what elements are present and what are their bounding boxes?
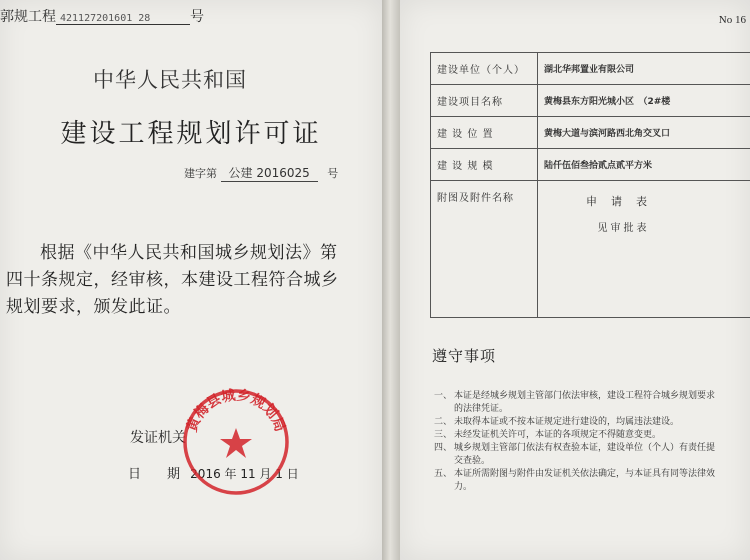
date-label-1: 日 [128,467,142,482]
permit-number [184,164,338,182]
row-value: 黄梅县东方阳光城小区 （2#楼 [538,85,750,117]
date-label-2: 期 [167,467,181,482]
rule-item: 五、 本证所需附图与附件由发证机关依法确定，与本证具有同等法律效 [434,469,716,479]
permit-details-table [430,52,750,318]
row-label: 建设单位（个人） [431,53,538,85]
page-number: No 16 [718,14,746,26]
attachments-row [431,181,750,318]
serial-number: 421127201601 28 [56,13,190,25]
row-value: 陆仟伍佰叁拾贰点贰平方米 [538,149,750,181]
notice-title: 遵守事项 [432,347,497,365]
table-row [431,149,750,181]
body-line: 规划要求，颁发此证。 [6,297,181,317]
serial-suffix: 号 [190,9,204,25]
rule-item: 交查验。 [454,456,491,466]
official-seal [180,386,292,498]
table-row [431,85,750,117]
table-row [431,53,750,85]
certificate-body [6,240,358,321]
book-gutter [382,0,400,560]
row-label: 建设项目名称 [431,85,538,117]
seal-text: 黄梅县城乡规划局 [184,387,288,435]
right-page [400,0,750,560]
table-row [431,117,750,149]
svg-text:黄梅县城乡规划局 [183,386,288,434]
row-label: 建 设 位 置 [431,117,538,149]
row-value: 湖北华邦置业有限公司 [538,53,750,85]
attachments-label: 附图及附件名称 [431,181,538,318]
seal-star-icon [220,428,252,458]
rule-item: 三、 未经发证机关许可，本证的各项规定不得随意变更。 [434,430,662,440]
attachment-item: 见审批表 [597,223,650,234]
rules-list [434,390,750,494]
issue-date: 2016 年 11 月 1 日 [190,467,299,481]
serial-header [0,6,204,26]
rule-item: 的法律凭证。 [454,404,509,414]
body-line: 根据《中华人民共和国城乡规划法》第 [40,243,338,263]
attachment-item: 申请表 [586,195,661,208]
permit-prefix: 建字第 [184,167,217,180]
row-value: 黄梅大道与滨河路西北角交叉口 [538,117,750,149]
rule-item: 四、 城乡规划主管部门依法有权查验本证，建设单位（个人）有责任提 [434,443,716,453]
rule-item: 二、 未取得本证或不按本证规定进行建设的，均属违法建设。 [434,417,680,427]
certificate-title: 建设工程规划许可证 [60,119,322,149]
rule-item: 力。 [454,482,473,492]
row-label: 建 设 规 模 [431,149,538,181]
country-name: 中华人民共和国 [93,68,247,92]
issuer-label: 发证机关 [130,430,186,446]
permit-code: 公建 2016025 [221,164,318,182]
serial-prefix: 郭规工程 [0,9,56,25]
attachments-cell [538,181,750,318]
permit-suffix: 号 [327,167,339,180]
body-line: 四十条规定，经审核，本建设工程符合城乡 [6,270,339,290]
rule-item: 一、 本证是经城乡规划主管部门依法审核，建设工程符合城乡规划要求 [434,391,716,401]
